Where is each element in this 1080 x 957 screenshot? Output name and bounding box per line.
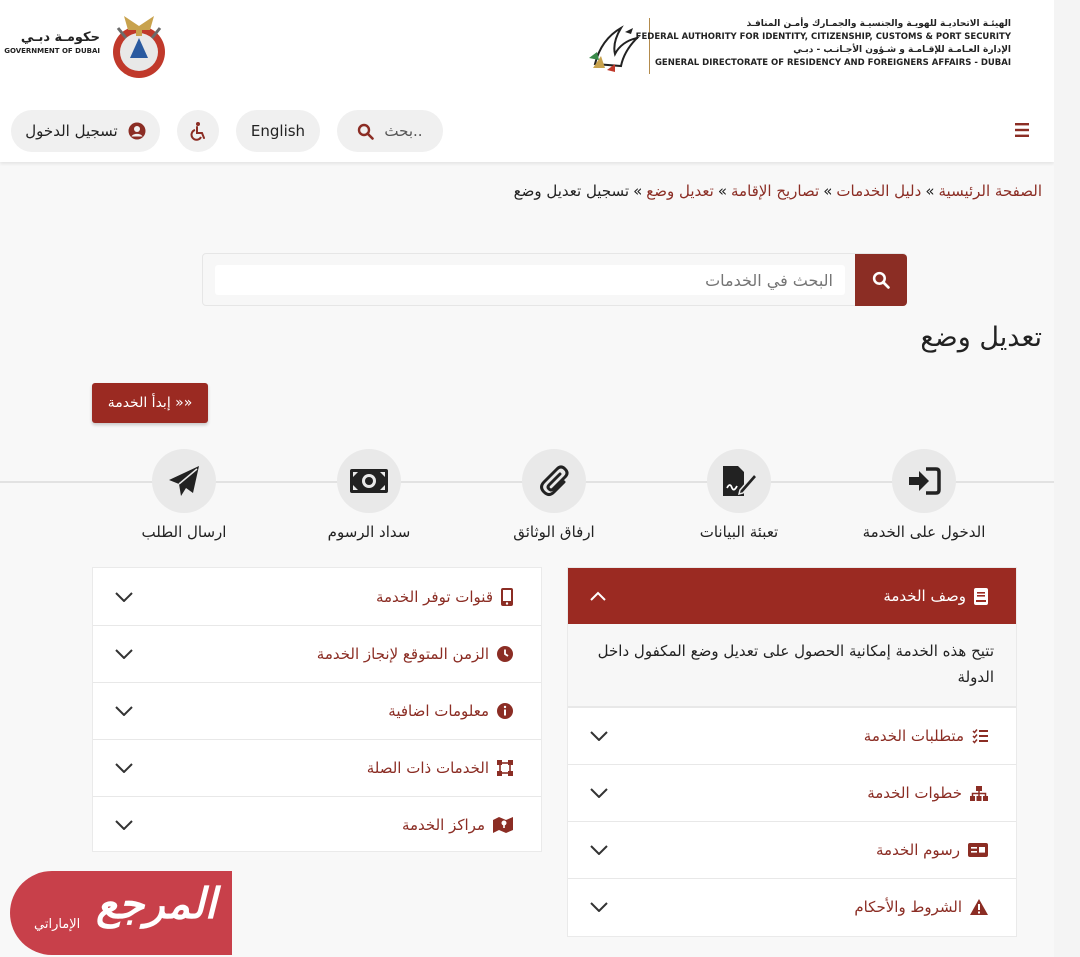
accordion-item-service-description[interactable] — [568, 568, 1016, 624]
accordion-title — [388, 702, 513, 720]
step-label: ارسال الطلب — [141, 523, 227, 541]
step-label: ارفاق الوثائق — [513, 523, 595, 541]
falcon-emblem-icon — [585, 18, 643, 76]
watermark-subtitle: الإماراتي — [34, 917, 81, 932]
breadcrumb-separator: » — [633, 182, 643, 200]
breadcrumb-separator: » — [925, 182, 935, 200]
dubai-government-logo[interactable] — [0, 8, 175, 83]
breadcrumb — [514, 182, 1042, 200]
accordion-title — [864, 727, 988, 745]
chevron-down-icon — [115, 763, 133, 773]
breadcrumb-services-guide[interactable]: دليل الخدمات — [836, 182, 922, 200]
checklist-icon — [972, 728, 988, 744]
user-circle-icon — [128, 122, 146, 140]
chevron-down-icon — [115, 649, 133, 659]
wheelchair-icon — [188, 121, 208, 141]
money-icon — [349, 467, 389, 495]
breadcrumb-separator: » — [717, 182, 728, 200]
form-edit-icon — [720, 464, 758, 498]
accordion-item-related-services[interactable] — [93, 739, 541, 796]
login-button[interactable] — [11, 110, 160, 152]
header-search-input[interactable] — [337, 110, 443, 152]
accordion-item-service-centers[interactable] — [93, 796, 541, 853]
accordion-title — [876, 841, 988, 859]
chevron-down-icon — [590, 845, 608, 855]
page-title: تعديل وضع — [920, 322, 1042, 353]
search-icon — [357, 123, 374, 140]
dubai-emblem-icon — [104, 8, 174, 80]
accordion-title — [317, 645, 513, 663]
breadcrumb-separator: » — [823, 182, 833, 200]
chevron-down-icon — [115, 592, 133, 602]
ica-logo-text — [636, 18, 1011, 70]
accordion-title — [402, 816, 513, 834]
ica-line-en1: FEDERAL AUTHORITY FOR IDENTITY, CITIZENSHIP, CUSTOMS & PORT SECURITY — [635, 32, 1011, 42]
card-icon — [968, 843, 988, 857]
ica-line-en2: GENERAL DIRECTORATE OF RESIDENCY AND FOREIGNERS AFFAIRS - DUBAI — [654, 58, 1011, 68]
step-circle — [337, 449, 401, 513]
sign-in-icon — [906, 466, 942, 496]
accordion-item-terms[interactable] — [568, 878, 1016, 935]
step-fill-data — [659, 449, 819, 541]
accordion-title — [376, 588, 513, 606]
accordion-title — [367, 759, 513, 777]
clock-icon — [497, 646, 513, 662]
language-toggle-button[interactable] — [236, 110, 320, 152]
breadcrumb-current: تسجيل تعديل وضع — [513, 182, 630, 200]
service-info-accordion — [92, 567, 542, 852]
warning-icon — [970, 899, 988, 915]
accordion-title-text: رسوم الخدمة — [876, 841, 960, 859]
accordion-title-text: معلومات اضافية — [388, 702, 489, 720]
book-icon — [974, 588, 988, 605]
accordion-item-requirements[interactable] — [568, 707, 1016, 764]
map-icon — [493, 817, 513, 833]
watermark-logo — [10, 871, 232, 955]
accordion-title-text: خطوات الخدمة — [867, 784, 962, 802]
sitemap-icon — [970, 786, 988, 801]
breadcrumb-residency-permits[interactable]: تصاريح الإقامة — [731, 182, 820, 200]
dubai-logo-arabic: حكومـة دبـي — [20, 30, 100, 45]
chevron-down-icon — [115, 820, 133, 830]
chevron-down-icon — [590, 902, 608, 912]
chevron-down-icon — [115, 706, 133, 716]
start-service-button[interactable]: إبدأ الخدمة »» — [92, 383, 208, 423]
step-attach-documents — [474, 449, 634, 541]
step-circle — [152, 449, 216, 513]
step-label: تعبئة البيانات — [699, 523, 779, 541]
send-icon — [167, 464, 201, 498]
accessibility-button[interactable] — [177, 110, 219, 152]
accordion-title-text: متطلبات الخدمة — [863, 727, 964, 745]
accordion-title-text: الخدمات ذات الصلة — [366, 759, 489, 777]
chevron-down-icon — [590, 788, 608, 798]
ica-line-ar1: الهيئـة الاتحاديـة للهويـة والجنسيـة والجمـارك وأمـن المنافـذ — [746, 19, 1011, 29]
chevron-up-icon — [590, 591, 606, 601]
language-label: English — [250, 122, 306, 140]
watermark-title: المرجع — [96, 879, 217, 928]
hamburger-icon[interactable] — [1008, 118, 1036, 142]
page-edge-strip — [1054, 0, 1080, 957]
step-login — [844, 449, 1004, 541]
breadcrumb-status-change[interactable]: تعديل وضع — [646, 182, 714, 200]
service-search-bar — [202, 253, 907, 306]
search-icon — [872, 271, 890, 289]
service-search-button[interactable] — [855, 254, 907, 306]
step-circle — [522, 449, 586, 513]
info-icon — [497, 703, 513, 719]
step-label: سداد الرسوم — [327, 523, 411, 541]
accordion-item-expected-time[interactable] — [93, 625, 541, 682]
service-details-accordion — [567, 567, 1017, 937]
accordion-title-text: وصف الخدمة — [883, 587, 966, 605]
accordion-title — [883, 587, 988, 605]
ica-line-ar2: الإدارة العـامـة للإقـامـة و شـؤون الأجـانـب - دبـي — [793, 45, 1011, 55]
accordion-item-service-fees[interactable] — [568, 821, 1016, 878]
accordion-title-text: مراكز الخدمة — [401, 816, 485, 834]
dubai-logo-english: GOVERNMENT OF DUBAI — [4, 47, 100, 55]
step-circle — [707, 449, 771, 513]
accordion-item-additional-info[interactable] — [93, 682, 541, 739]
accordion-title-text: الشروط والأحكام — [854, 898, 962, 916]
accordion-title — [854, 898, 988, 916]
dubai-logo-text — [0, 30, 100, 55]
ica-logo[interactable] — [585, 14, 1025, 82]
mobile-icon — [501, 588, 513, 606]
accordion-item-channels[interactable] — [93, 568, 541, 625]
step-pay-fees — [289, 449, 449, 541]
service-search-input[interactable] — [215, 265, 845, 295]
service-description-text: تتيح هذه الخدمة إمكانية الحصول على تعديل وضع المكفول داخل الدولة — [568, 624, 1016, 707]
accordion-item-service-steps[interactable] — [568, 764, 1016, 821]
site-header — [0, 0, 1054, 162]
paperclip-icon — [538, 465, 570, 497]
breadcrumb-home[interactable]: الصفحة الرئيسية — [938, 182, 1042, 200]
step-submit-request — [104, 449, 264, 541]
chevron-down-icon — [590, 731, 608, 741]
vector-square-icon — [497, 760, 513, 776]
step-circle — [892, 449, 956, 513]
accordion-title-text: الزمن المتوقع لإنجاز الخدمة — [316, 645, 489, 663]
header-search-placeholder: بحث.. — [384, 122, 423, 140]
accordion-title — [867, 784, 988, 802]
step-label: الدخول على الخدمة — [862, 523, 986, 541]
accordion-title-text: قنوات توفر الخدمة — [375, 587, 493, 606]
login-label: تسجيل الدخول — [25, 122, 118, 140]
